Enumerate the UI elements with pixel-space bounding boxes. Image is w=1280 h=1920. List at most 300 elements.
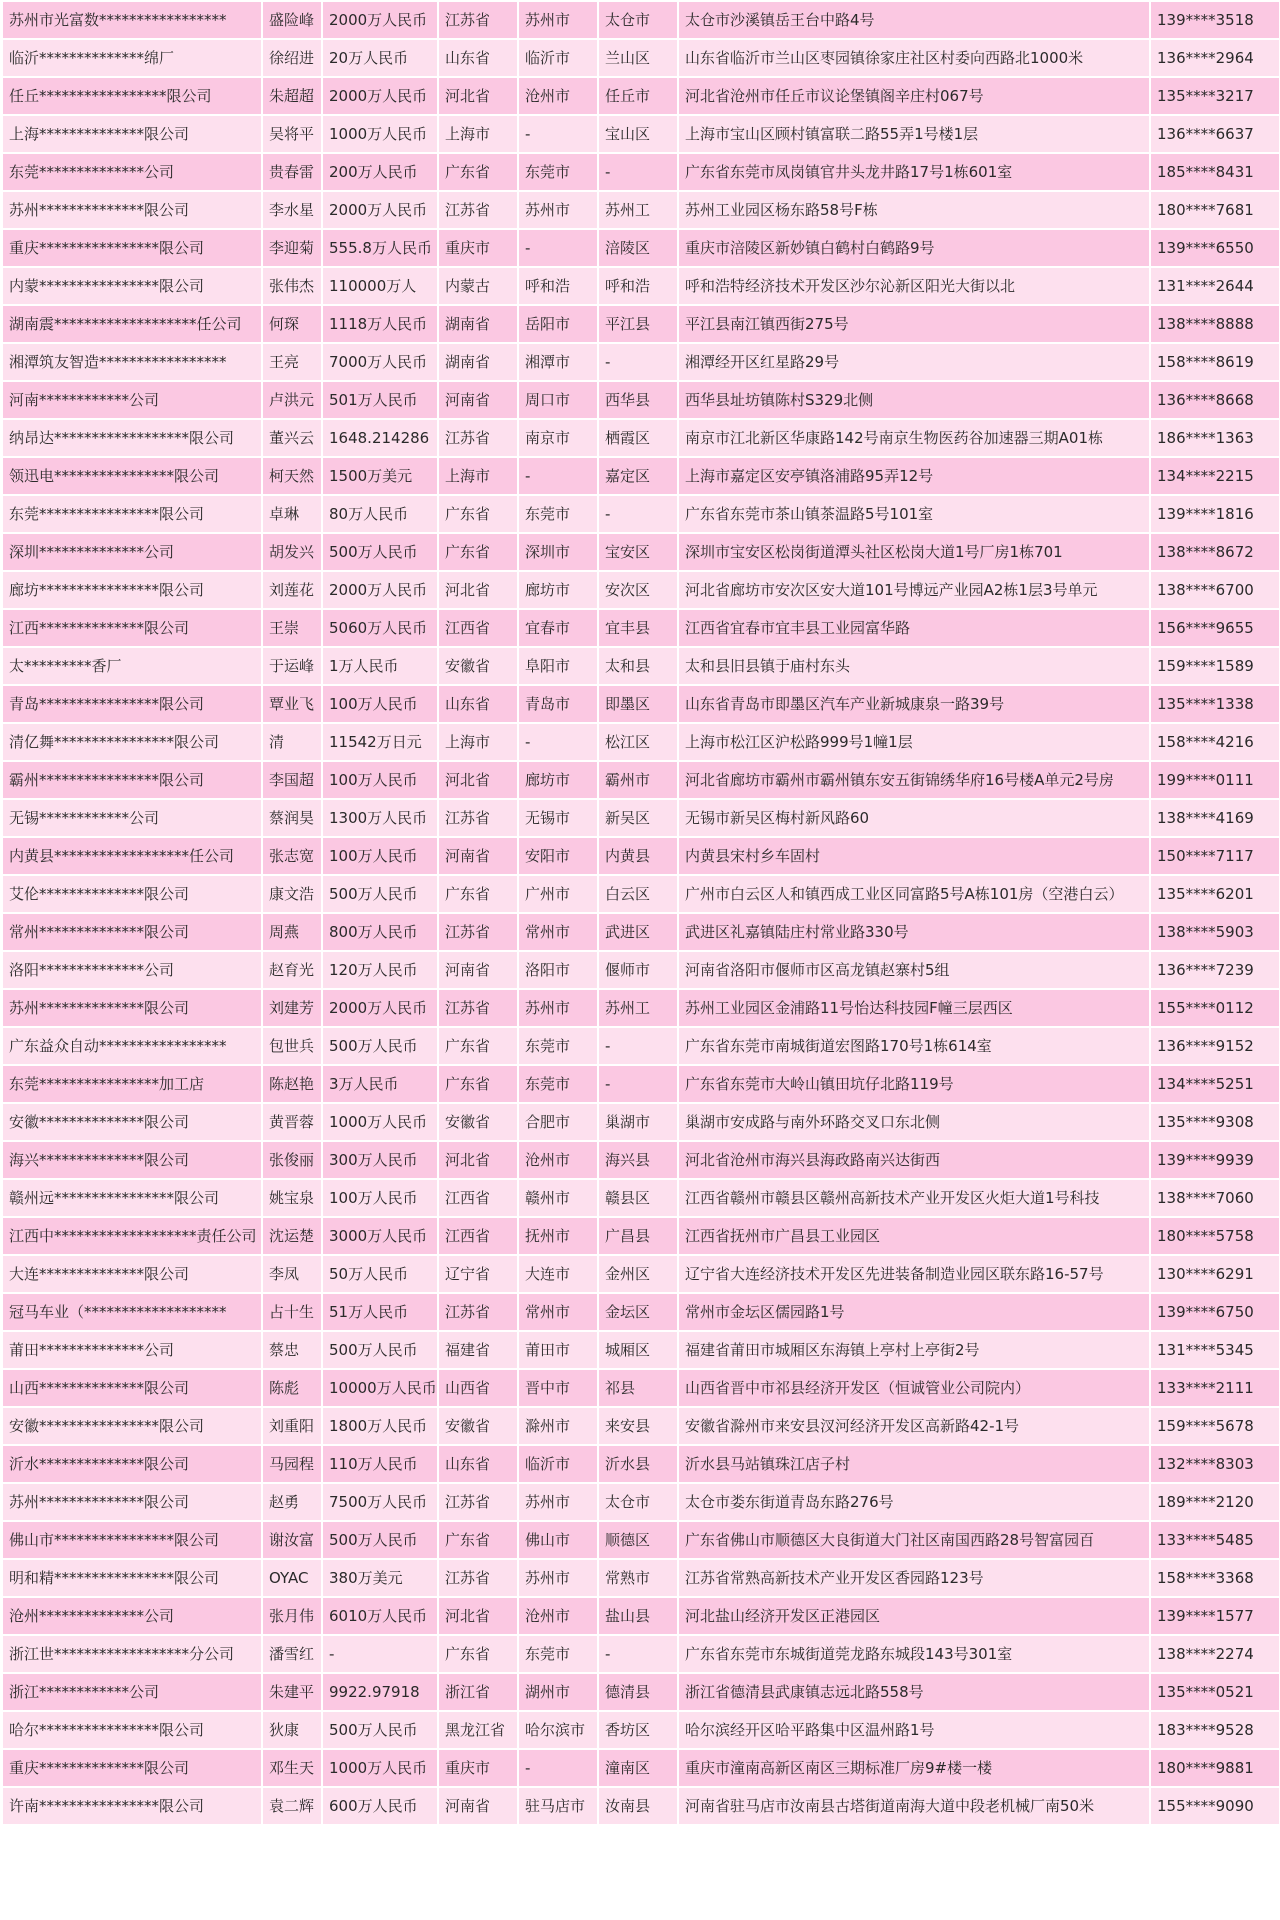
table-row <box>3 800 1279 836</box>
address-cell: 巢湖市安成路与南外环路交叉口东北侧 <box>679 1104 1149 1140</box>
company-name-cell: 赣州远****************限公司 <box>3 1180 261 1216</box>
city-cell: 廊坊市 <box>519 572 597 608</box>
registered-capital-cell: 500万人民币 <box>323 1332 437 1368</box>
address-cell: 安徽省滁州市来安县汊河经济开发区高新路42-1号 <box>679 1408 1149 1444</box>
registered-capital-cell: 1000万人民币 <box>323 116 437 152</box>
district-cell: 太仓市 <box>599 2 677 38</box>
company-table <box>1 0 1280 1826</box>
city-cell: 苏州市 <box>519 1560 597 1596</box>
legal-rep-cell: 邓生天 <box>263 1750 321 1786</box>
legal-rep-cell: 胡发兴 <box>263 534 321 570</box>
legal-rep-cell: 康文浩 <box>263 876 321 912</box>
district-cell: 广昌县 <box>599 1218 677 1254</box>
legal-rep-cell: 覃业飞 <box>263 686 321 722</box>
registered-capital-cell: 500万人民币 <box>323 1028 437 1064</box>
address-cell: 呼和浩特经济技术开发区沙尔沁新区阳光大街以北 <box>679 268 1149 304</box>
table-row <box>3 914 1279 950</box>
address-cell: 太和县旧县镇于庙村东头 <box>679 648 1149 684</box>
city-cell: 湖州市 <box>519 1674 597 1710</box>
table-row <box>3 1218 1279 1254</box>
table-row <box>3 1256 1279 1292</box>
table-row <box>3 306 1279 342</box>
table-row <box>3 1180 1279 1216</box>
company-name-cell: 江西中*******************责任公司 <box>3 1218 261 1254</box>
phone-cell: 158****3368 <box>1151 1560 1279 1596</box>
district-cell: 嘉定区 <box>599 458 677 494</box>
registered-capital-cell: 7500万人民币 <box>323 1484 437 1520</box>
phone-cell: 158****4216 <box>1151 724 1279 760</box>
province-cell: 江苏省 <box>439 2 517 38</box>
company-name-cell: 领迅电****************限公司 <box>3 458 261 494</box>
address-cell: 上海市松江区沪松路999号1幢1层 <box>679 724 1149 760</box>
table-row <box>3 1712 1279 1748</box>
address-cell: 苏州工业园区金浦路11号怡达科技园F幢三层西区 <box>679 990 1149 1026</box>
phone-cell: 159****1589 <box>1151 648 1279 684</box>
city-cell: 广州市 <box>519 876 597 912</box>
legal-rep-cell: 包世兵 <box>263 1028 321 1064</box>
address-cell: 江西省赣州市赣县区赣州高新技术产业开发区火炬大道1号科技 <box>679 1180 1149 1216</box>
registered-capital-cell: 100万人民币 <box>323 762 437 798</box>
phone-cell: 139****3518 <box>1151 2 1279 38</box>
address-cell: 广东省东莞市茶山镇茶温路5号101室 <box>679 496 1149 532</box>
company-name-cell: 霸州****************限公司 <box>3 762 261 798</box>
address-cell: 江苏省常熟高新技术产业开发区香园路123号 <box>679 1560 1149 1596</box>
company-name-cell: 重庆****************限公司 <box>3 230 261 266</box>
table-row <box>3 1104 1279 1140</box>
province-cell: 广东省 <box>439 534 517 570</box>
legal-rep-cell: 张俊丽 <box>263 1142 321 1178</box>
province-cell: 黑龙江省 <box>439 1712 517 1748</box>
district-cell: 安次区 <box>599 572 677 608</box>
table-row <box>3 990 1279 1026</box>
table-row <box>3 648 1279 684</box>
phone-cell: 155****0112 <box>1151 990 1279 1026</box>
registered-capital-cell: 100万人民币 <box>323 838 437 874</box>
legal-rep-cell: OYAC <box>263 1560 321 1596</box>
company-name-cell: 艾伦**************限公司 <box>3 876 261 912</box>
city-cell: 深圳市 <box>519 534 597 570</box>
address-cell: 辽宁省大连经济技术开发区先进装备制造业园区联东路16-57号 <box>679 1256 1149 1292</box>
district-cell: 偃师市 <box>599 952 677 988</box>
district-cell: - <box>599 1636 677 1672</box>
district-cell: 城厢区 <box>599 1332 677 1368</box>
province-cell: 山东省 <box>439 40 517 76</box>
legal-rep-cell: 陈赵艳 <box>263 1066 321 1102</box>
district-cell: 宝山区 <box>599 116 677 152</box>
province-cell: 江苏省 <box>439 420 517 456</box>
company-name-cell: 佛山市****************限公司 <box>3 1522 261 1558</box>
table-row <box>3 1522 1279 1558</box>
address-cell: 广东省东莞市大岭山镇田坑仔北路119号 <box>679 1066 1149 1102</box>
table-row <box>3 40 1279 76</box>
registered-capital-cell: 1300万人民币 <box>323 800 437 836</box>
company-name-cell: 东莞**************公司 <box>3 154 261 190</box>
city-cell: 洛阳市 <box>519 952 597 988</box>
table-row <box>3 1408 1279 1444</box>
company-name-cell: 内黄县******************任公司 <box>3 838 261 874</box>
company-name-cell: 深圳**************公司 <box>3 534 261 570</box>
address-cell: 河北盐山经济开发区正港园区 <box>679 1598 1149 1634</box>
phone-cell: 180****9881 <box>1151 1750 1279 1786</box>
legal-rep-cell: 董兴云 <box>263 420 321 456</box>
legal-rep-cell: 蔡润昊 <box>263 800 321 836</box>
city-cell: 东莞市 <box>519 1066 597 1102</box>
phone-cell: 138****2274 <box>1151 1636 1279 1672</box>
city-cell: 沧州市 <box>519 1598 597 1634</box>
table-row <box>3 1332 1279 1368</box>
district-cell: - <box>599 1028 677 1064</box>
district-cell: 巢湖市 <box>599 1104 677 1140</box>
address-cell: 河南省洛阳市偃师市区高龙镇赵寨村5组 <box>679 952 1149 988</box>
phone-cell: 139****1816 <box>1151 496 1279 532</box>
district-cell: - <box>599 154 677 190</box>
registered-capital-cell: 100万人民币 <box>323 1180 437 1216</box>
city-cell: 苏州市 <box>519 2 597 38</box>
registered-capital-cell: - <box>323 1636 437 1672</box>
registered-capital-cell: 500万人民币 <box>323 876 437 912</box>
company-name-cell: 冠马车业（******************* <box>3 1294 261 1330</box>
company-name-cell: 洛阳**************公司 <box>3 952 261 988</box>
district-cell: - <box>599 344 677 380</box>
legal-rep-cell: 袁二辉 <box>263 1788 321 1824</box>
company-name-cell: 太*********香厂 <box>3 648 261 684</box>
city-cell: 阜阳市 <box>519 648 597 684</box>
province-cell: 辽宁省 <box>439 1256 517 1292</box>
legal-rep-cell: 姚宝泉 <box>263 1180 321 1216</box>
district-cell: 盐山县 <box>599 1598 677 1634</box>
company-name-cell: 苏州**************限公司 <box>3 192 261 228</box>
district-cell: 德清县 <box>599 1674 677 1710</box>
phone-cell: 136****8668 <box>1151 382 1279 418</box>
legal-rep-cell: 卓琳 <box>263 496 321 532</box>
legal-rep-cell: 何琛 <box>263 306 321 342</box>
company-name-cell: 大连**************限公司 <box>3 1256 261 1292</box>
city-cell: 周口市 <box>519 382 597 418</box>
city-cell: - <box>519 724 597 760</box>
legal-rep-cell: 徐绍进 <box>263 40 321 76</box>
legal-rep-cell: 狄康 <box>263 1712 321 1748</box>
phone-cell: 139****9939 <box>1151 1142 1279 1178</box>
province-cell: 江西省 <box>439 1180 517 1216</box>
phone-cell: 138****8672 <box>1151 534 1279 570</box>
district-cell: 新吴区 <box>599 800 677 836</box>
address-cell: 无锡市新吴区梅村新风路60 <box>679 800 1149 836</box>
address-cell: 浙江省德清县武康镇志远北路558号 <box>679 1674 1149 1710</box>
registered-capital-cell: 3万人民币 <box>323 1066 437 1102</box>
city-cell: 廊坊市 <box>519 762 597 798</box>
city-cell: 抚州市 <box>519 1218 597 1254</box>
registered-capital-cell: 80万人民币 <box>323 496 437 532</box>
company-name-cell: 廊坊****************限公司 <box>3 572 261 608</box>
registered-capital-cell: 200万人民币 <box>323 154 437 190</box>
legal-rep-cell: 黄晋蓉 <box>263 1104 321 1140</box>
address-cell: 河北省廊坊市霸州市霸州镇东安五街锦绣华府16号楼A单元2号房 <box>679 762 1149 798</box>
address-cell: 西华县址坊镇陈村S329北侧 <box>679 382 1149 418</box>
phone-cell: 138****4169 <box>1151 800 1279 836</box>
table-row <box>3 952 1279 988</box>
table-row <box>3 1636 1279 1672</box>
legal-rep-cell: 吴将平 <box>263 116 321 152</box>
company-name-cell: 沂水**************限公司 <box>3 1446 261 1482</box>
city-cell: 东莞市 <box>519 154 597 190</box>
province-cell: 浙江省 <box>439 1674 517 1710</box>
city-cell: 湘潭市 <box>519 344 597 380</box>
table-row <box>3 838 1279 874</box>
city-cell: - <box>519 458 597 494</box>
city-cell: 安阳市 <box>519 838 597 874</box>
table-row <box>3 1788 1279 1824</box>
address-cell: 武进区礼嘉镇陆庄村常业路330号 <box>679 914 1149 950</box>
registered-capital-cell: 501万人民币 <box>323 382 437 418</box>
province-cell: 内蒙古 <box>439 268 517 304</box>
company-name-cell: 纳昂达******************限公司 <box>3 420 261 456</box>
address-cell: 河北省沧州市海兴县海政路南兴达街西 <box>679 1142 1149 1178</box>
company-name-cell: 内蒙****************限公司 <box>3 268 261 304</box>
phone-cell: 135****3217 <box>1151 78 1279 114</box>
registered-capital-cell: 500万人民币 <box>323 1522 437 1558</box>
city-cell: - <box>519 230 597 266</box>
company-name-cell: 无锡************公司 <box>3 800 261 836</box>
district-cell: 松江区 <box>599 724 677 760</box>
phone-cell: 136****7239 <box>1151 952 1279 988</box>
city-cell: 南京市 <box>519 420 597 456</box>
phone-cell: 138****8888 <box>1151 306 1279 342</box>
city-cell: 驻马店市 <box>519 1788 597 1824</box>
province-cell: 广东省 <box>439 154 517 190</box>
phone-cell: 139****6750 <box>1151 1294 1279 1330</box>
province-cell: 河北省 <box>439 762 517 798</box>
district-cell: 海兴县 <box>599 1142 677 1178</box>
address-cell: 湘潭经开区红星路29号 <box>679 344 1149 380</box>
company-name-cell: 沧州**************公司 <box>3 1598 261 1634</box>
district-cell: 宝安区 <box>599 534 677 570</box>
legal-rep-cell: 刘建芳 <box>263 990 321 1026</box>
district-cell: 金州区 <box>599 1256 677 1292</box>
address-cell: 广州市白云区人和镇西成工业区同富路5号A栋101房（空港白云） <box>679 876 1149 912</box>
company-name-cell: 东莞****************限公司 <box>3 496 261 532</box>
registered-capital-cell: 380万美元 <box>323 1560 437 1596</box>
registered-capital-cell: 120万人民币 <box>323 952 437 988</box>
phone-cell: 156****9655 <box>1151 610 1279 646</box>
district-cell: 即墨区 <box>599 686 677 722</box>
province-cell: 山东省 <box>439 1446 517 1482</box>
province-cell: 广东省 <box>439 876 517 912</box>
phone-cell: 135****1338 <box>1151 686 1279 722</box>
province-cell: 江苏省 <box>439 192 517 228</box>
district-cell: 平江县 <box>599 306 677 342</box>
district-cell: 来安县 <box>599 1408 677 1444</box>
legal-rep-cell: 李凤 <box>263 1256 321 1292</box>
company-name-cell: 青岛****************限公司 <box>3 686 261 722</box>
district-cell: 香坊区 <box>599 1712 677 1748</box>
phone-cell: 133****2111 <box>1151 1370 1279 1406</box>
legal-rep-cell: 马园程 <box>263 1446 321 1482</box>
address-cell: 山西省晋中市祁县经济开发区（恒诚管业公司院内） <box>679 1370 1149 1406</box>
phone-cell: 199****0111 <box>1151 762 1279 798</box>
legal-rep-cell: 朱超超 <box>263 78 321 114</box>
registered-capital-cell: 2000万人民币 <box>323 78 437 114</box>
legal-rep-cell: 沈运楚 <box>263 1218 321 1254</box>
province-cell: 湖南省 <box>439 344 517 380</box>
district-cell: 霸州市 <box>599 762 677 798</box>
company-name-cell: 哈尔****************限公司 <box>3 1712 261 1748</box>
city-cell: 岳阳市 <box>519 306 597 342</box>
address-cell: 河北省廊坊市安次区安大道101号博远产业园A2栋1层3号单元 <box>679 572 1149 608</box>
address-cell: 山东省青岛市即墨区汽车产业新城康泉一路39号 <box>679 686 1149 722</box>
legal-rep-cell: 陈彪 <box>263 1370 321 1406</box>
district-cell: 栖霞区 <box>599 420 677 456</box>
legal-rep-cell: 赵勇 <box>263 1484 321 1520</box>
company-name-cell: 安徽****************限公司 <box>3 1408 261 1444</box>
registered-capital-cell: 555.8万人民币 <box>323 230 437 266</box>
table-row <box>3 1674 1279 1710</box>
province-cell: 山东省 <box>439 686 517 722</box>
table-row <box>3 610 1279 646</box>
district-cell: 呼和浩 <box>599 268 677 304</box>
company-name-cell: 浙江世******************分公司 <box>3 1636 261 1672</box>
phone-cell: 159****5678 <box>1151 1408 1279 1444</box>
district-cell: 金坛区 <box>599 1294 677 1330</box>
district-cell: - <box>599 496 677 532</box>
province-cell: 江西省 <box>439 1218 517 1254</box>
phone-cell: 138****6700 <box>1151 572 1279 608</box>
city-cell: 苏州市 <box>519 1484 597 1520</box>
city-cell: 佛山市 <box>519 1522 597 1558</box>
table-row <box>3 382 1279 418</box>
district-cell: 沂水县 <box>599 1446 677 1482</box>
phone-cell: 135****6201 <box>1151 876 1279 912</box>
legal-rep-cell: 李迎菊 <box>263 230 321 266</box>
address-cell: 河南省驻马店市汝南县古塔街道南海大道中段老机械厂南50米 <box>679 1788 1149 1824</box>
province-cell: 河北省 <box>439 1598 517 1634</box>
phone-cell: 139****1577 <box>1151 1598 1279 1634</box>
registered-capital-cell: 1648.214286 <box>323 420 437 456</box>
legal-rep-cell: 朱建平 <box>263 1674 321 1710</box>
registered-capital-cell: 9922.97918 <box>323 1674 437 1710</box>
table-row <box>3 78 1279 114</box>
phone-cell: 135****0521 <box>1151 1674 1279 1710</box>
province-cell: 江苏省 <box>439 1484 517 1520</box>
table-row <box>3 1370 1279 1406</box>
city-cell: 赣州市 <box>519 1180 597 1216</box>
province-cell: 广东省 <box>439 1028 517 1064</box>
table-row <box>3 1560 1279 1596</box>
registered-capital-cell: 1000万人民币 <box>323 1750 437 1786</box>
address-cell: 广东省东莞市凤岗镇官井头龙井路17号1栋601室 <box>679 154 1149 190</box>
city-cell: 苏州市 <box>519 990 597 1026</box>
legal-rep-cell: 刘重阳 <box>263 1408 321 1444</box>
legal-rep-cell: 张伟杰 <box>263 268 321 304</box>
table-row <box>3 762 1279 798</box>
legal-rep-cell: 张志宽 <box>263 838 321 874</box>
city-cell: 宜春市 <box>519 610 597 646</box>
phone-cell: 130****6291 <box>1151 1256 1279 1292</box>
address-cell: 平江县南江镇西街275号 <box>679 306 1149 342</box>
legal-rep-cell: 张月伟 <box>263 1598 321 1634</box>
phone-cell: 189****2120 <box>1151 1484 1279 1520</box>
city-cell: 青岛市 <box>519 686 597 722</box>
company-name-cell: 重庆**************限公司 <box>3 1750 261 1786</box>
city-cell: 大连市 <box>519 1256 597 1292</box>
phone-cell: 134****5251 <box>1151 1066 1279 1102</box>
district-cell: 兰山区 <box>599 40 677 76</box>
province-cell: 福建省 <box>439 1332 517 1368</box>
province-cell: 江苏省 <box>439 1294 517 1330</box>
company-name-cell: 明和精****************限公司 <box>3 1560 261 1596</box>
province-cell: 河北省 <box>439 572 517 608</box>
address-cell: 沂水县马站镇珠江店子村 <box>679 1446 1149 1482</box>
district-cell: 白云区 <box>599 876 677 912</box>
province-cell: 山西省 <box>439 1370 517 1406</box>
registered-capital-cell: 51万人民币 <box>323 1294 437 1330</box>
table-row <box>3 534 1279 570</box>
province-cell: 广东省 <box>439 496 517 532</box>
registered-capital-cell: 600万人民币 <box>323 1788 437 1824</box>
legal-rep-cell: 潘雪红 <box>263 1636 321 1672</box>
legal-rep-cell: 周燕 <box>263 914 321 950</box>
table-row <box>3 1446 1279 1482</box>
phone-cell: 131****5345 <box>1151 1332 1279 1368</box>
company-name-cell: 广东益众自动***************** <box>3 1028 261 1064</box>
district-cell: 西华县 <box>599 382 677 418</box>
district-cell: 顺德区 <box>599 1522 677 1558</box>
phone-cell: 134****2215 <box>1151 458 1279 494</box>
registered-capital-cell: 110万人民币 <box>323 1446 437 1482</box>
address-cell: 重庆市涪陵区新妙镇白鹤村白鹤路9号 <box>679 230 1149 266</box>
province-cell: 河北省 <box>439 1142 517 1178</box>
phone-cell: 138****5903 <box>1151 914 1279 950</box>
registered-capital-cell: 1万人民币 <box>323 648 437 684</box>
province-cell: 重庆市 <box>439 230 517 266</box>
phone-cell: 186****1363 <box>1151 420 1279 456</box>
city-cell: 莆田市 <box>519 1332 597 1368</box>
company-name-cell: 常州**************限公司 <box>3 914 261 950</box>
registered-capital-cell: 1000万人民币 <box>323 1104 437 1140</box>
table-row <box>3 1142 1279 1178</box>
phone-cell: 185****8431 <box>1151 154 1279 190</box>
phone-cell: 180****7681 <box>1151 192 1279 228</box>
district-cell: 祁县 <box>599 1370 677 1406</box>
legal-rep-cell: 柯天然 <box>263 458 321 494</box>
district-cell: 太和县 <box>599 648 677 684</box>
company-name-cell: 清亿舞****************限公司 <box>3 724 261 760</box>
table-row <box>3 192 1279 228</box>
province-cell: 河北省 <box>439 78 517 114</box>
table-row <box>3 1484 1279 1520</box>
address-cell: 太仓市沙溪镇岳王台中路4号 <box>679 2 1149 38</box>
table-row <box>3 154 1279 190</box>
table-row <box>3 876 1279 912</box>
address-cell: 广东省东莞市东城街道莞龙路东城段143号301室 <box>679 1636 1149 1672</box>
province-cell: 江苏省 <box>439 914 517 950</box>
district-cell: 潼南区 <box>599 1750 677 1786</box>
address-cell: 山东省临沂市兰山区枣园镇徐家庄社区村委向西路北1000米 <box>679 40 1149 76</box>
legal-rep-cell: 李国超 <box>263 762 321 798</box>
company-name-cell: 湘潭筑友智造***************** <box>3 344 261 380</box>
registered-capital-cell: 1118万人民币 <box>323 306 437 342</box>
phone-cell: 135****9308 <box>1151 1104 1279 1140</box>
address-cell: 内黄县宋村乡车固村 <box>679 838 1149 874</box>
city-cell: 苏州市 <box>519 192 597 228</box>
phone-cell: 136****2964 <box>1151 40 1279 76</box>
province-cell: 江西省 <box>439 610 517 646</box>
phone-cell: 155****9090 <box>1151 1788 1279 1824</box>
phone-cell: 183****9528 <box>1151 1712 1279 1748</box>
district-cell: 任丘市 <box>599 78 677 114</box>
table-row <box>3 724 1279 760</box>
company-name-cell: 许南****************限公司 <box>3 1788 261 1824</box>
city-cell: 临沂市 <box>519 40 597 76</box>
